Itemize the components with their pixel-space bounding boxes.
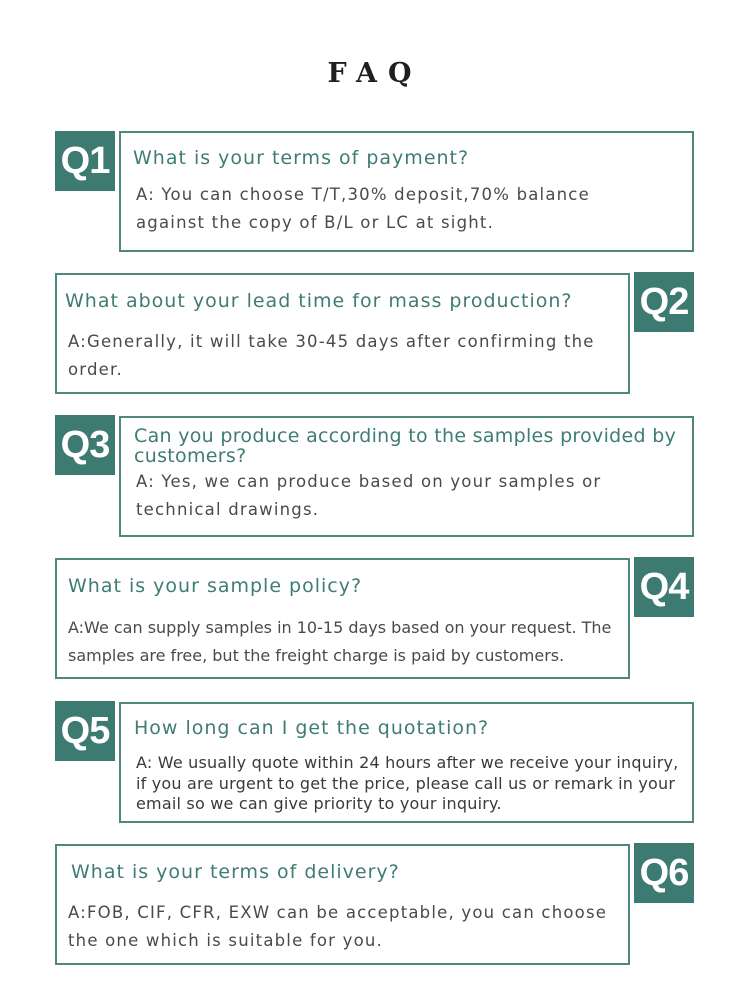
faq-1-answer: A: You can choose T/T,30% deposit,70% balance against the copy of B/L or LC at sight.	[136, 185, 590, 232]
faq-4-card	[55, 558, 630, 679]
faq-5-card	[119, 702, 694, 823]
faq-1-badge: Q1	[55, 131, 115, 191]
faq-2-question: What about your lead time for mass production?	[65, 290, 573, 312]
faq-6-question: What is your terms of delivery?	[71, 861, 400, 883]
faq-5-badge: Q5	[55, 701, 115, 761]
faq-6-card	[55, 844, 630, 965]
faq-5-question: How long can I get the quotation?	[134, 717, 490, 739]
faq-3-badge: Q3	[55, 415, 115, 475]
page-title: FAQ	[327, 58, 423, 89]
faq-1-card	[119, 131, 694, 252]
faq-6-badge: Q6	[634, 843, 694, 903]
faq-6-answer: A:FOB, CIF, CFR, EXW can be acceptable, you can choose the one which is suitable for you.	[68, 903, 608, 950]
faq-3-question: Can you produce according to the samples provided by customers?	[134, 425, 677, 467]
faq-4-answer: A:We can supply samples in 10-15 days based on your request. The samples are free, but the freight charge is paid by customers.	[68, 618, 612, 665]
faq-4-question: What is your sample policy?	[68, 575, 363, 597]
faq-1-question: What is your terms of payment?	[133, 147, 470, 169]
faq-3-answer: A: Yes, we can produce based on your samples or technical drawings.	[136, 472, 602, 519]
faq-4-badge: Q4	[634, 557, 694, 617]
faq-2-answer: A:Generally, it will take 30-45 days after confirming the order.	[68, 332, 595, 379]
faq-3-card	[119, 416, 694, 537]
faq-5-answer: A: We usually quote within 24 hours after we receive your inquiry, if you are urgent to get the price, please call us or remark in your email so we can give priority to your inquiry.	[136, 753, 679, 813]
faq-2-card	[55, 273, 630, 394]
faq-2-badge: Q2	[634, 272, 694, 332]
